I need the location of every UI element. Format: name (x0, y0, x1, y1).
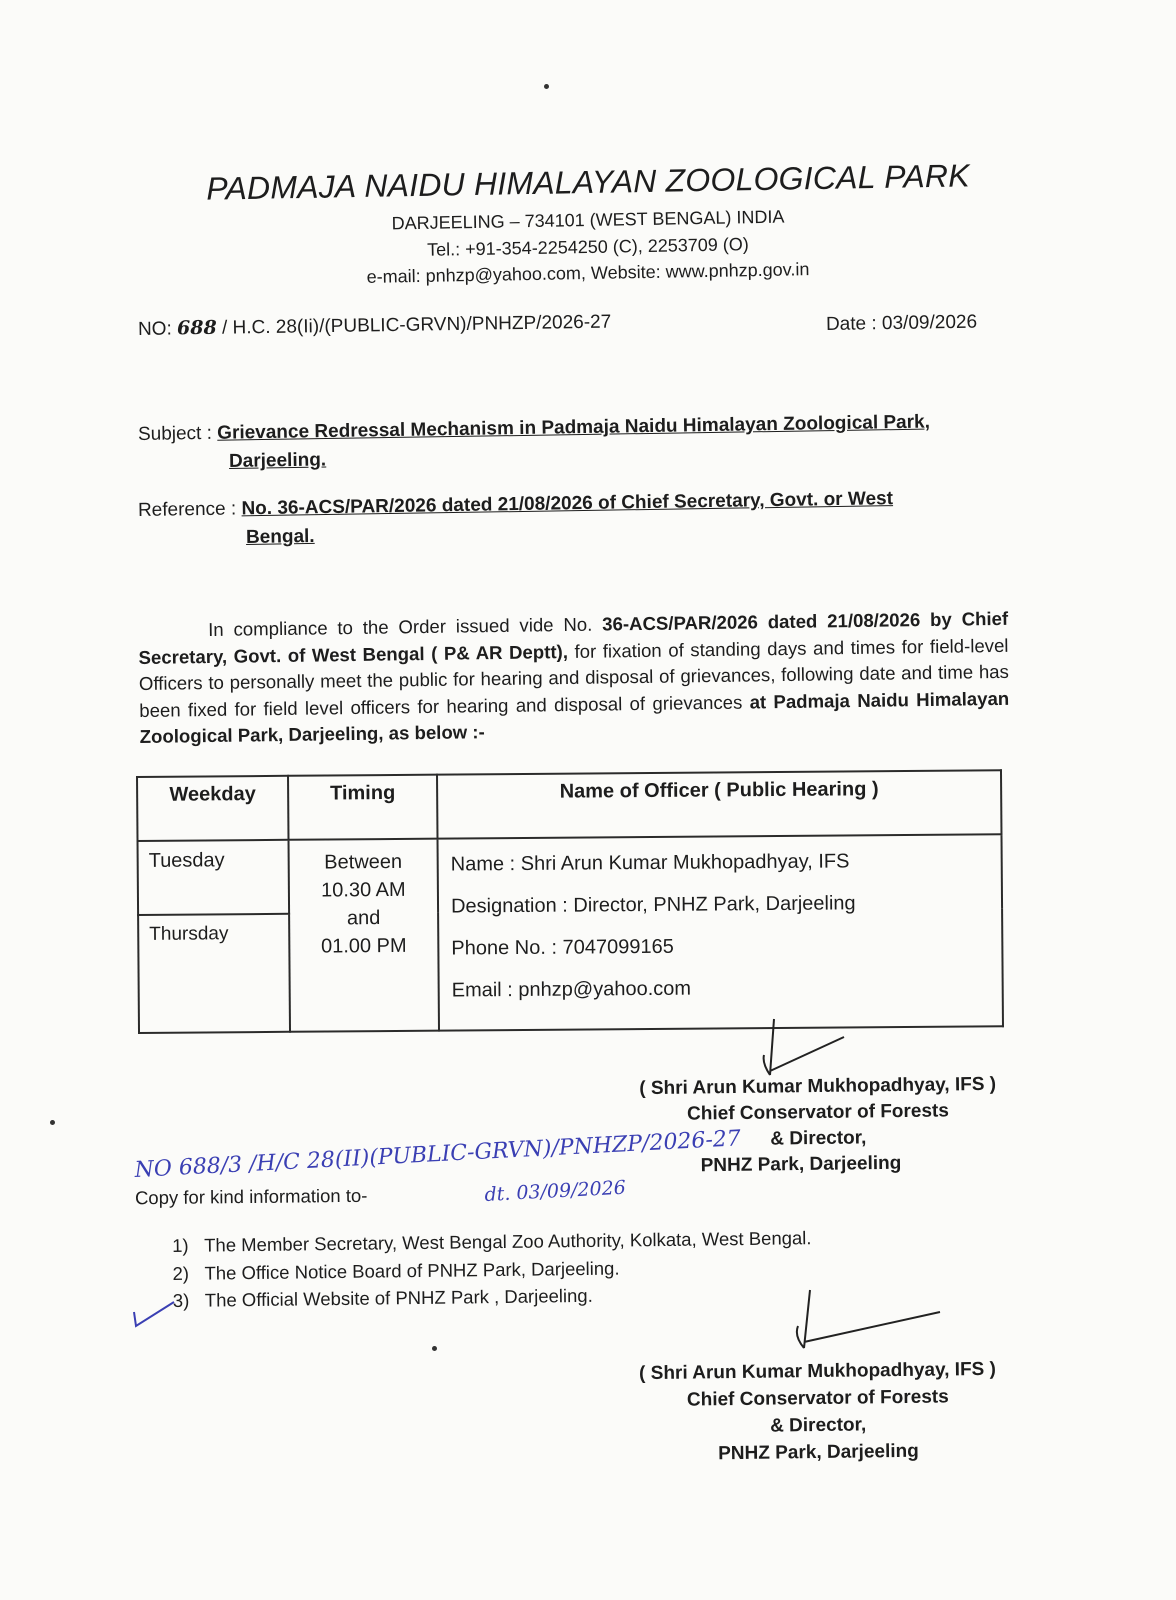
body-text-3: for fixation of standing days and times for field-level Officers to personally meet the public for hearing and disposal of grievances, following date and time has been fixed for field level officers for hearing and disposal of grievances (138, 634, 1009, 721)
officer-name: Name : Shri Arun Kumar Mukhopadhyay, IFS (450, 850, 850, 876)
weekday-tuesday: Tuesday (138, 840, 290, 915)
handwritten-memo-number: NO 688/3 /H/C 28(II)(PUBLIC-GRVN)/PNHZP/2026-27 (134, 1126, 742, 1183)
organization-telephone: Tel.: +91-354-2254250 (C), 2253709 (O) (426, 234, 749, 260)
memo-date (826, 312, 977, 336)
signature-mark-2 (780, 1286, 950, 1366)
list-item-number: 2) (172, 1262, 190, 1284)
memo-number-text: / H.C. 28(Ii)/(PUBLIC-GRVN)/PNHZP/2026-27 (221, 311, 612, 339)
timing-line: 10.30 AM (321, 878, 406, 902)
organization-title: PADMAJA NAIDU HIMALAYAN ZOOLOGICAL PARK (205, 157, 971, 207)
list-item-text: The Member Secretary, West Bengal Zoo Authority, Kolkata, West Bengal. (204, 1227, 812, 1256)
copy-label: Copy for kind information to- (134, 1184, 368, 1209)
timing-cell (289, 839, 440, 1032)
table-row (138, 834, 1003, 915)
scan-speck (544, 84, 549, 89)
hearing-schedule-table (136, 769, 1004, 1034)
signatory-name: ( Shri Arun Kumar Mukhopadhyay, IFS ) (638, 1358, 997, 1385)
handwritten-tick-mark (128, 1292, 180, 1332)
signatory-title: Chief Conservator of Forests (686, 1100, 950, 1125)
subject-label: Subject : (137, 422, 213, 445)
memo-date-value: 03/09/2026 (881, 311, 978, 335)
memo-date-label: Date : (825, 313, 877, 335)
list-item-text: The Official Website of PNHZ Park , Darjeeling. (204, 1284, 593, 1311)
copy-list (172, 1224, 812, 1314)
header-weekday: Weekday (137, 776, 288, 841)
weekday-thursday: Thursday (138, 914, 290, 1033)
table-header-row (137, 770, 1001, 841)
header-officer: Name of Officer ( Public Hearing ) (437, 770, 1001, 838)
timing-line: 01.00 PM (320, 934, 407, 958)
officer-email: Email : pnhzp@yahoo.com (451, 977, 692, 1002)
header-timing: Timing (288, 775, 437, 840)
body-text-1: In compliance to the Order issued vide No. (208, 613, 603, 641)
body-text-2: 36-ACS/PAR/2026 dated 21/08/2026 by Chief Secretary, Govt. of West Bengal ( P& AR Deptt), (138, 607, 1009, 668)
signature-block-2 (611, 1355, 1024, 1468)
scan-speck (50, 1120, 55, 1125)
handwritten-date: dt. 03/09/2026 (484, 1176, 627, 1206)
signatory-title: Chief Conservator of Forests (686, 1386, 949, 1411)
subject-text: Grievance Redressal Mechanism in Padmaja Naidu Himalayan Zoological Park, (217, 411, 931, 444)
subject-line (138, 412, 930, 446)
list-item-text: The Office Notice Board of PNHZ Park, Darjeeling. (204, 1257, 620, 1284)
memo-number-label: NO: (137, 318, 172, 340)
timing-line: Between (324, 850, 403, 874)
scan-speck (432, 1346, 437, 1351)
signatory-name: ( Shri Arun Kumar Mukhopadhyay, IFS ) (639, 1073, 997, 1100)
reference-text: No. 36-ACS/PAR/2026 dated 21/08/2026 of Chief Secretary, Govt. or West (241, 488, 894, 520)
reference-line (138, 488, 893, 522)
signatory-title: & Director, (769, 1414, 867, 1437)
signatory-location: PNHZ Park, Darjeeling (718, 1440, 919, 1465)
signatory-location: PNHZ Park, Darjeeling (700, 1152, 902, 1177)
list-item-number: 1) (172, 1234, 189, 1256)
reference-text-continued: Bengal. (245, 525, 315, 548)
officer-designation: Designation : Director, PNHZ Park, Darjeeling (450, 892, 856, 918)
signatory-title: & Director, (770, 1127, 867, 1150)
reference-label: Reference : (137, 498, 237, 521)
list-item-number: 3) (172, 1289, 190, 1311)
officer-phone: Phone No. : 7047099165 (451, 935, 674, 960)
officer-cell (438, 834, 1003, 1030)
timing-line: and (346, 907, 381, 930)
organization-address: DARJEELING – 734101 (WEST BENGAL) INDIA (391, 206, 785, 234)
body-text-4: at Padmaja Naidu Himalayan Zoological Park, Darjeeling, as below :- (139, 687, 1010, 747)
body-paragraph (138, 606, 1010, 751)
memo-number (138, 311, 612, 341)
organization-contact: e-mail: pnhzp@yahoo.com, Website: www.pnhzp.gov.in (366, 259, 810, 287)
memo-number-handwritten: 688 (176, 316, 217, 340)
subject-text-continued: Darjeeling. (228, 449, 327, 472)
